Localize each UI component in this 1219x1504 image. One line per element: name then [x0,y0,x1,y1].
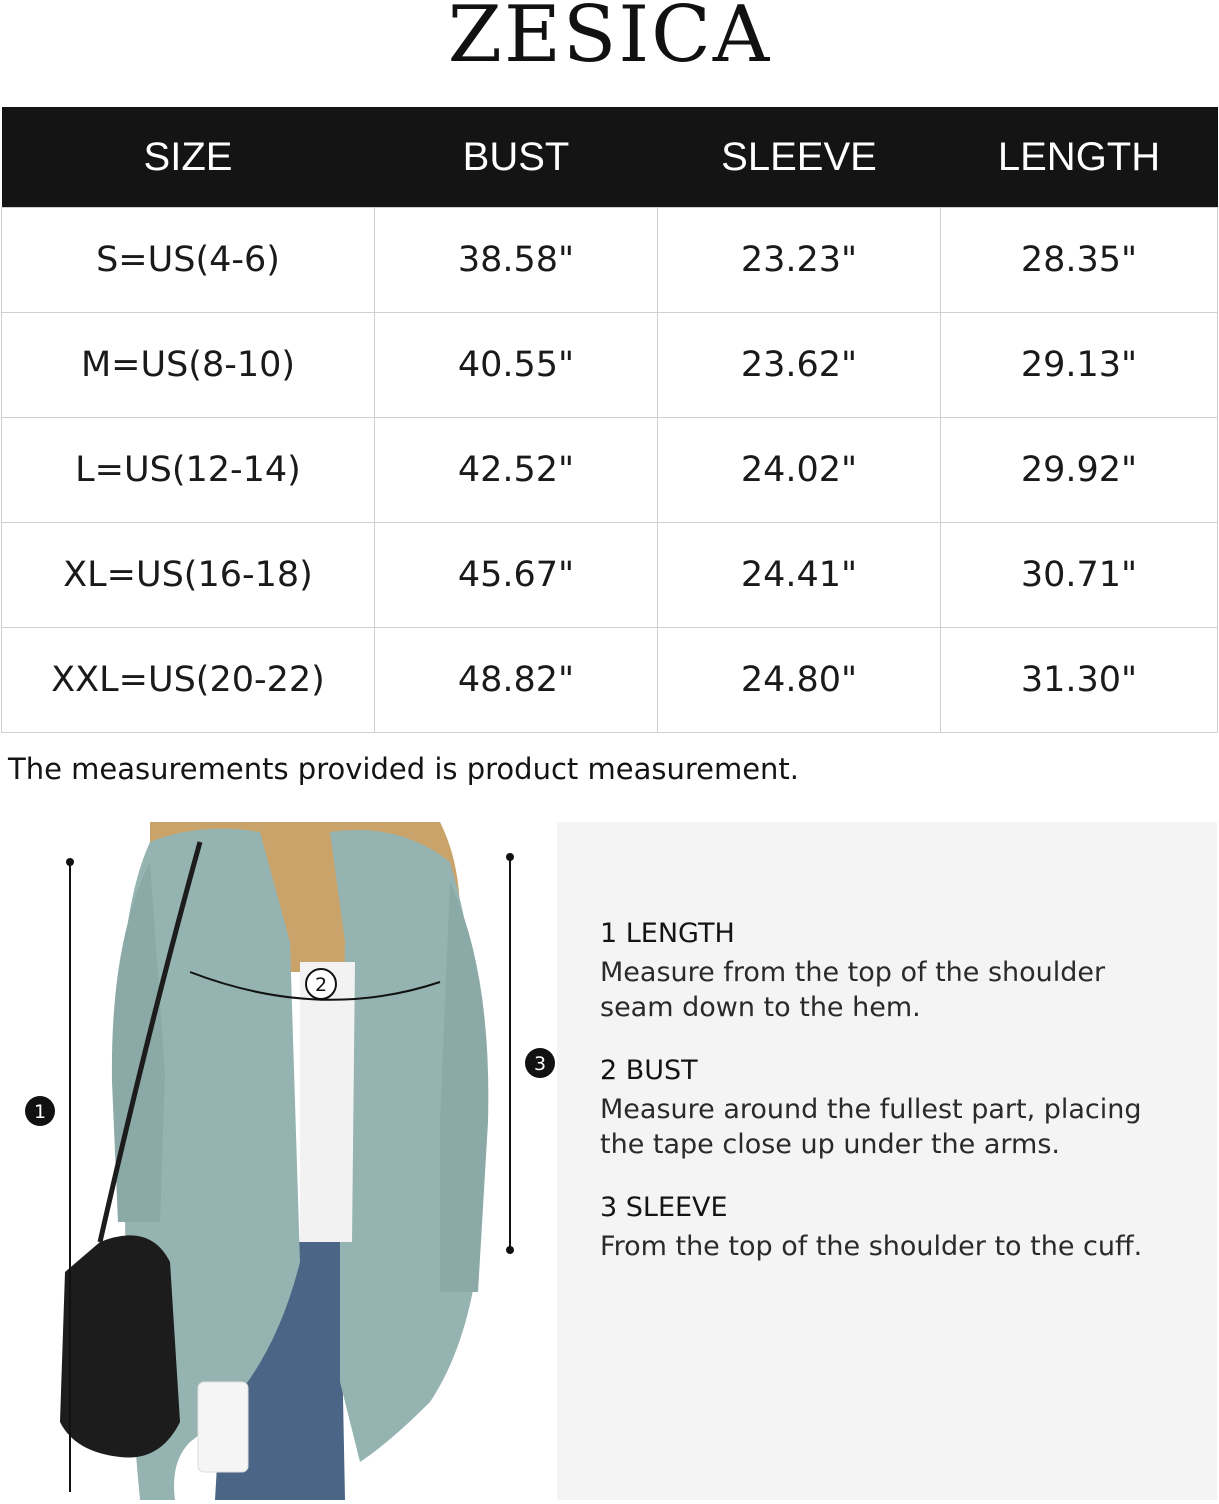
guide-length [600,918,1200,1025]
table-row [2,313,1218,418]
white-top-shape [300,962,355,1242]
guide-sleeve-desc-1: From the top of the shoulder to the cuff. [600,1231,1143,1262]
header-sleeve: SLEEVE [658,107,941,208]
cell-bust: 48.82" [375,628,658,733]
cell-length: 29.13" [941,313,1218,418]
cell-length: 30.71" [941,523,1218,628]
measurement-guide [557,822,1217,1500]
marker-1-label: 1 [33,1101,47,1123]
cell-length: 31.30" [941,628,1218,733]
header-length: LENGTH [941,107,1218,208]
cell-size: S=US(4-6) [2,208,375,313]
cell-bust: 45.67" [375,523,658,628]
length-line-end [66,858,74,866]
guide-length-desc-1: Measure from the top of the shoulder [600,957,1106,988]
guide-sleeve-title: 3 SLEEVE [600,1192,728,1223]
cell-bust: 42.52" [375,418,658,523]
cell-sleeve: 24.41" [658,523,941,628]
cell-sleeve: 24.02" [658,418,941,523]
header-size: SIZE [2,107,375,208]
brand-logo: ZESICA [447,0,772,80]
cell-size: M=US(8-10) [2,313,375,418]
guide-bust-desc-1: Measure around the fullest part, placing [600,1094,1142,1125]
bag-shape [60,1235,180,1457]
cell-sleeve: 24.80" [658,628,941,733]
header-bust: BUST [375,107,658,208]
cell-bust: 38.58" [375,208,658,313]
cell-size: XXL=US(20-22) [2,628,375,733]
cup-shape [198,1382,248,1472]
cell-sleeve: 23.62" [658,313,941,418]
size-chart-table [1,107,1218,733]
measurement-note: The measurements provided is product measurement. [8,752,800,786]
table-header-row [2,107,1218,208]
marker-2-label: 2 [314,974,328,996]
table-row [2,628,1218,733]
sleeve-line-top [506,853,514,861]
table-row [2,208,1218,313]
cell-size: L=US(12-14) [2,418,375,523]
cell-length: 29.92" [941,418,1218,523]
cell-size: XL=US(16-18) [2,523,375,628]
marker-3-label: 3 [533,1053,547,1075]
guide-length-desc-2: seam down to the hem. [600,992,921,1023]
model-photo [0,822,557,1500]
cell-sleeve: 23.23" [658,208,941,313]
guide-bust-desc-2: the tape close up under the arms. [600,1129,1060,1160]
cell-bust: 40.55" [375,313,658,418]
guide-length-title: 1 LENGTH [600,918,735,949]
guide-bust-title: 2 BUST [600,1055,698,1086]
sleeve-line-bottom [506,1246,514,1254]
model-illustration [0,822,557,1500]
cell-length: 28.35" [941,208,1218,313]
guide-sleeve [600,1192,1200,1264]
table-row [2,418,1218,523]
guide-bust [600,1055,1200,1162]
table-row [2,523,1218,628]
